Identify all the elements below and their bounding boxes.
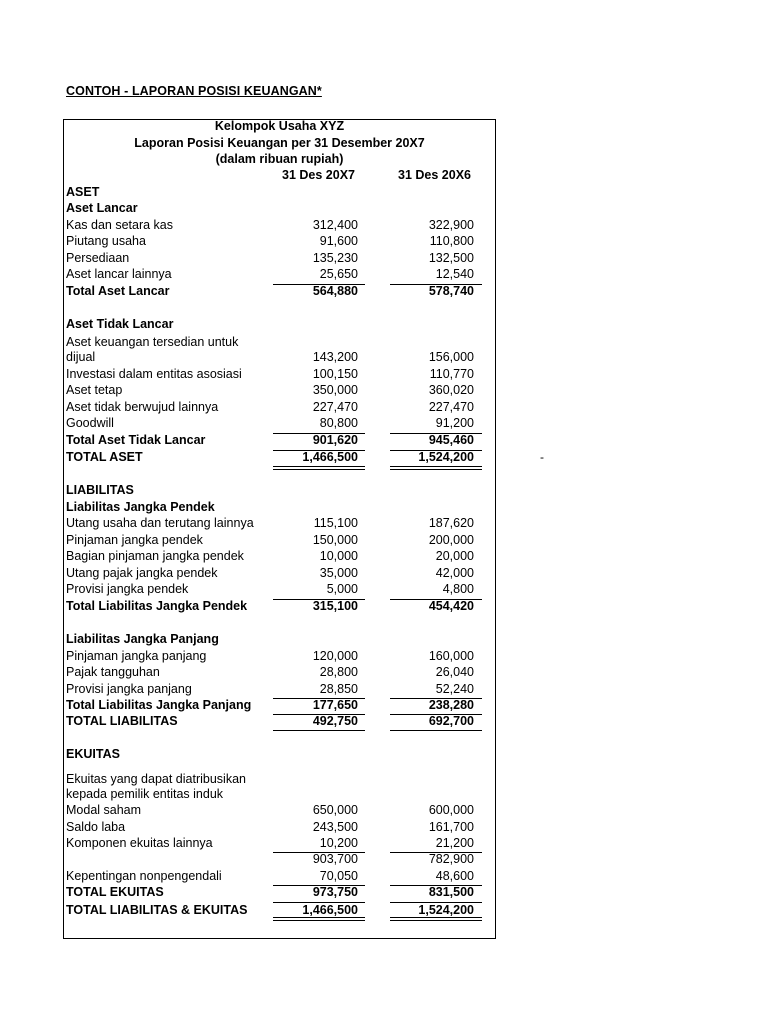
row-label: Kepentingan nonpengendali	[66, 869, 222, 883]
value-20x6: 160,000	[428, 649, 474, 663]
value-20x6: 454,420	[428, 599, 474, 613]
value-20x7: 150,000	[312, 533, 358, 547]
value-20x7: 973,750	[312, 885, 358, 899]
value-20x7: 100,150	[312, 367, 358, 381]
value-20x6: 52,240	[435, 682, 474, 696]
row-label: Goodwill	[66, 416, 114, 430]
statement-row	[0, 697, 768, 713]
value-20x6: 42,000	[435, 566, 474, 580]
statement-row	[0, 771, 768, 787]
underline-rule	[390, 698, 482, 699]
statement-row	[0, 499, 768, 515]
row-label: Saldo laba	[66, 820, 126, 834]
value-20x7: 28,850	[319, 682, 358, 696]
row-label: TOTAL LIABILITAS & EKUITAS	[66, 903, 248, 917]
value-20x6: 21,200	[435, 836, 474, 850]
statement-row	[0, 631, 768, 647]
underline-rule	[273, 714, 365, 715]
value-20x7: 10,200	[319, 836, 358, 850]
row-label: dijual	[66, 350, 96, 364]
value-20x6: 238,280	[428, 698, 474, 712]
row-label: Total Liabilitas Jangka Panjang	[66, 698, 252, 712]
value-20x6: 132,500	[428, 251, 474, 265]
value-20x6: 200,000	[428, 533, 474, 547]
row-label: Total Aset Lancar	[66, 284, 170, 298]
row-label: Aset tidak berwujud lainnya	[66, 400, 219, 414]
value-20x6: 227,470	[428, 400, 474, 414]
underline-rule	[273, 730, 365, 731]
value-20x6: 110,770	[429, 367, 474, 381]
unit-note: (dalam ribuan rupiah)	[215, 152, 344, 166]
underline-rule	[390, 466, 482, 467]
row-label: Liabilitas Jangka Pendek	[66, 500, 215, 514]
row-label: EKUITAS	[66, 747, 120, 761]
value-20x7: 243,500	[312, 820, 358, 834]
row-label: TOTAL ASET	[66, 450, 143, 464]
value-20x6: 187,620	[428, 516, 474, 530]
underline-rule	[390, 852, 482, 853]
statement-row	[0, 449, 768, 465]
statement-row	[0, 217, 768, 233]
value-20x7: 350,000	[312, 383, 358, 397]
statement-row	[0, 598, 768, 614]
value-20x7: 650,000	[312, 803, 358, 817]
underline-rule	[273, 466, 365, 467]
value-20x7: 25,650	[319, 267, 358, 281]
underline-rule	[390, 902, 482, 903]
value-20x7: 901,620	[312, 433, 358, 447]
statement-row	[0, 399, 768, 415]
value-20x6: 12,540	[435, 267, 474, 281]
statement-row	[0, 482, 768, 498]
value-20x7: 315,100	[312, 599, 358, 613]
statement-row	[0, 266, 768, 282]
value-20x6: 26,040	[435, 665, 474, 679]
statement-row	[0, 664, 768, 680]
value-20x7: 143,200	[312, 350, 358, 364]
value-20x7: 115,100	[313, 516, 358, 530]
statement-row	[0, 316, 768, 332]
value-20x6: 48,600	[435, 869, 474, 883]
value-20x7: 227,470	[312, 400, 358, 414]
row-label: Utang pajak jangka pendek	[66, 566, 218, 580]
statement-row	[0, 884, 768, 900]
row-label: Pajak tangguhan	[66, 665, 160, 679]
value-20x6: 91,200	[435, 416, 474, 430]
row-label: Pinjaman jangka pendek	[66, 533, 203, 547]
row-label: Persediaan	[66, 251, 130, 265]
statement-row	[0, 334, 768, 350]
underline-rule	[390, 433, 482, 434]
statement-row	[0, 515, 768, 531]
statement-row	[0, 713, 768, 729]
statement-row	[0, 819, 768, 835]
statement-row	[0, 851, 768, 867]
row-label: LIABILITAS	[66, 483, 134, 497]
value-20x6: 782,900	[428, 852, 474, 866]
statement-row	[0, 648, 768, 664]
underline-rule	[273, 433, 365, 434]
row-label: Aset lancar lainnya	[66, 267, 172, 281]
row-label: kepada pemilik entitas induk	[66, 787, 224, 801]
row-label: Liabilitas Jangka Panjang	[66, 632, 219, 646]
row-label: Aset keuangan tersedian untuk	[66, 335, 239, 349]
document-title: CONTOH - LAPORAN POSISI KEUANGAN*	[66, 84, 322, 98]
row-label: Investasi dalam entitas asosiasi	[66, 367, 242, 381]
row-label: Piutang usaha	[66, 234, 146, 248]
value-20x6: 161,700	[428, 820, 474, 834]
statement-row	[0, 548, 768, 564]
statement-row	[0, 902, 768, 918]
value-20x7: 492,750	[312, 714, 358, 728]
value-20x7: 312,400	[312, 218, 358, 232]
underline-rule	[273, 852, 365, 853]
row-label: ASET	[66, 185, 100, 199]
statement-row	[0, 432, 768, 448]
column-header-20x7: 31 Des 20X7	[282, 168, 355, 182]
row-label: Aset Tidak Lancar	[66, 317, 174, 331]
underline-rule	[273, 450, 365, 451]
row-label: Bagian pinjaman jangka pendek	[66, 549, 244, 563]
statement-row	[0, 581, 768, 597]
double-underline-rule	[273, 469, 365, 470]
value-20x6: 1,524,200	[418, 903, 474, 917]
value-20x7: 1,466,500	[302, 903, 358, 917]
value-20x7: 91,600	[319, 234, 358, 248]
underline-rule	[390, 599, 482, 600]
underline-rule	[273, 698, 365, 699]
value-20x7: 903,700	[312, 852, 358, 866]
row-label: Total Liabilitas Jangka Pendek	[66, 599, 248, 613]
value-20x6: 1,524,200	[418, 450, 474, 464]
underline-rule	[273, 885, 365, 886]
row-label: Provisi jangka panjang	[66, 682, 192, 696]
underline-rule	[390, 714, 482, 715]
underline-rule	[390, 730, 482, 731]
statement-row	[0, 868, 768, 884]
side-mark: -	[540, 450, 544, 464]
value-20x6: 360,020	[428, 383, 474, 397]
value-20x7: 564,880	[312, 284, 358, 298]
statement-row	[0, 184, 768, 200]
row-label: Provisi jangka pendek	[66, 582, 189, 596]
column-header-20x6: 31 Des 20X6	[398, 168, 471, 182]
statement-row	[0, 200, 768, 216]
value-20x6: 110,800	[429, 234, 474, 248]
row-label: TOTAL EKUITAS	[66, 885, 164, 899]
statement-row	[0, 415, 768, 431]
statement-row	[0, 786, 768, 802]
company-name: Kelompok Usaha XYZ	[214, 119, 345, 133]
value-20x7: 5,000	[326, 582, 358, 596]
row-label: Aset Lancar	[66, 201, 138, 215]
row-label: Ekuitas yang dapat diatribusikan	[66, 772, 246, 786]
underline-rule	[390, 917, 482, 918]
statement-row	[0, 382, 768, 398]
value-20x6: 600,000	[428, 803, 474, 817]
statement-row	[0, 681, 768, 697]
statement-row	[0, 802, 768, 818]
row-label: Modal saham	[66, 803, 142, 817]
value-20x6: 578,740	[428, 284, 474, 298]
row-label: Aset tetap	[66, 383, 123, 397]
value-20x7: 80,800	[319, 416, 358, 430]
statement-row	[0, 565, 768, 581]
row-label: Komponen ekuitas lainnya	[66, 836, 213, 850]
underline-rule	[273, 599, 365, 600]
value-20x7: 1,466,500	[302, 450, 358, 464]
statement-row	[0, 532, 768, 548]
statement-row	[0, 233, 768, 249]
underline-rule	[273, 917, 365, 918]
row-label: Pinjaman jangka panjang	[66, 649, 207, 663]
double-underline-rule	[273, 920, 365, 921]
row-label: TOTAL LIABILITAS	[66, 714, 178, 728]
underline-rule	[390, 284, 482, 285]
value-20x7: 10,000	[319, 549, 358, 563]
underline-rule	[273, 902, 365, 903]
statement-title: Laporan Posisi Keuangan per 31 Desember 20X7	[134, 136, 425, 150]
value-20x6: 692,700	[428, 714, 474, 728]
value-20x6: 322,900	[428, 218, 474, 232]
row-label: Utang usaha dan terutang lainnya	[66, 516, 254, 530]
row-label: Kas dan setara kas	[66, 218, 174, 232]
value-20x6: 831,500	[428, 885, 474, 899]
statement-row	[0, 746, 768, 762]
value-20x7: 35,000	[319, 566, 358, 580]
value-20x7: 135,230	[312, 251, 358, 265]
underline-rule	[390, 885, 482, 886]
statement-row	[0, 835, 768, 851]
statement-row	[0, 349, 768, 365]
double-underline-rule	[390, 920, 482, 921]
value-20x6: 156,000	[428, 350, 474, 364]
statement-row	[0, 250, 768, 266]
underline-rule	[273, 284, 365, 285]
value-20x7: 70,050	[319, 869, 358, 883]
value-20x7: 120,000	[312, 649, 358, 663]
value-20x7: 177,650	[312, 698, 358, 712]
value-20x6: 945,460	[428, 433, 474, 447]
value-20x6: 4,800	[442, 582, 474, 596]
value-20x6: 20,000	[435, 549, 474, 563]
underline-rule	[390, 450, 482, 451]
statement-row	[0, 283, 768, 299]
statement-row	[0, 366, 768, 382]
row-label: Total Aset Tidak Lancar	[66, 433, 206, 447]
value-20x7: 28,800	[319, 665, 358, 679]
double-underline-rule	[390, 469, 482, 470]
